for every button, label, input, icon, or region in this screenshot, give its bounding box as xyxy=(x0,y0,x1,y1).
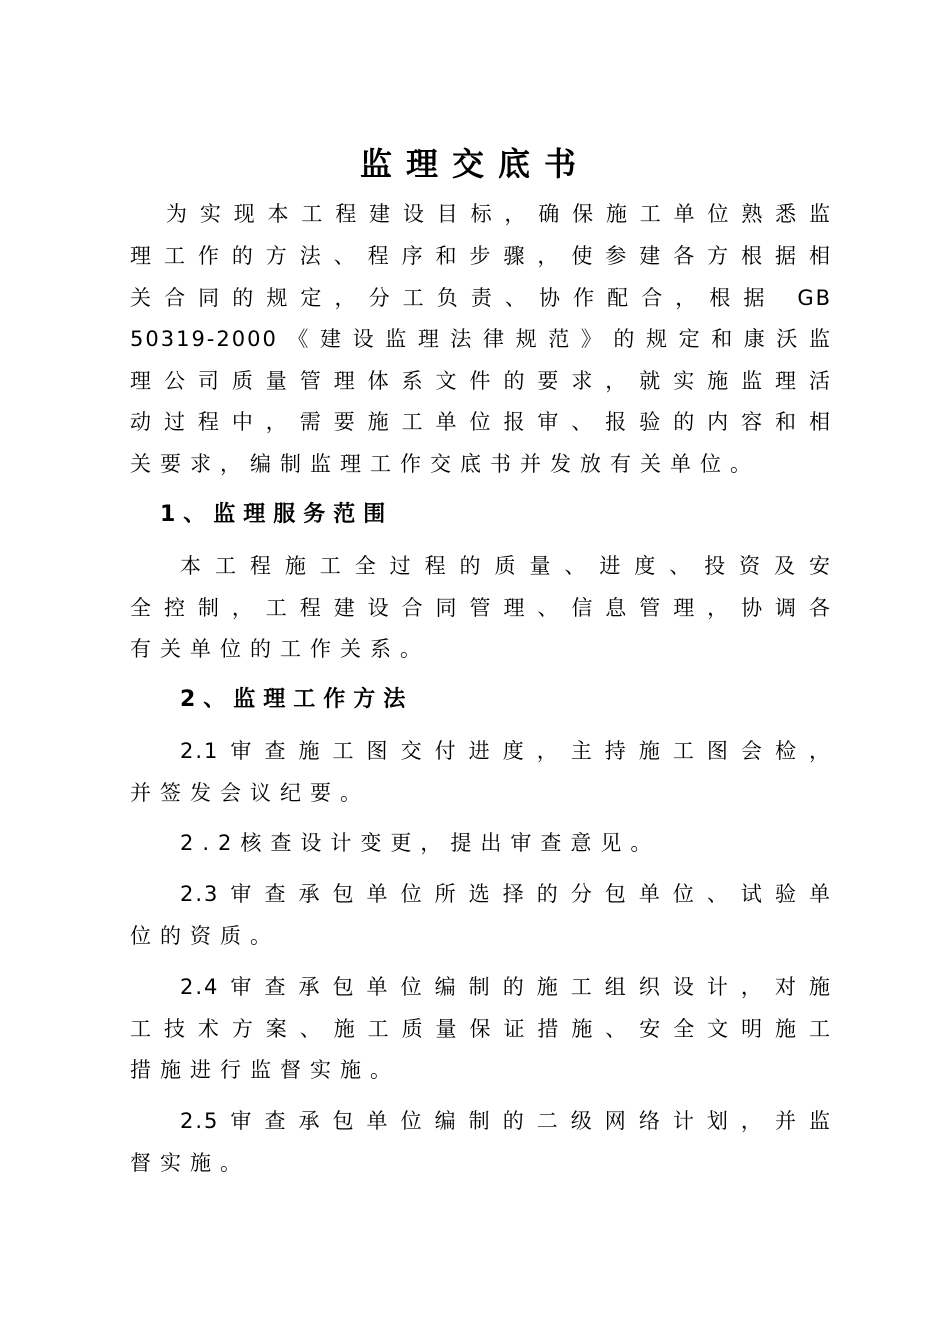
intro-line-3: 关合同的规定，分工负责、协作配合，根据 GB xyxy=(130,286,832,310)
section1-line-1: 本工程施工全过程的质量、进度、投资及安 xyxy=(180,554,832,578)
item-2-1-line-2: 并签发会议纪要。 xyxy=(130,781,370,805)
item-2-1-line-1: 2.1审查施工图交付进度，主持施工图会检， xyxy=(180,739,832,763)
section1-heading: 1、监理服务范围 xyxy=(160,502,394,527)
item-2-2-line-1: 2.2核查设计变更，提出审查意见。 xyxy=(180,831,661,855)
item-2-5-line-1: 2.5审查承包单位编制的二级网络计划，并监 xyxy=(180,1109,832,1133)
section1-line-2: 全控制，工程建设合同管理、信息管理，协调各 xyxy=(130,596,832,620)
item-2-3-line-2: 位的资质。 xyxy=(130,924,280,948)
intro-line-2: 理工作的方法、程序和步骤，使参建各方根据相 xyxy=(130,244,832,268)
section1-line-3: 有关单位的工作关系。 xyxy=(130,637,430,661)
section2-heading: 2、监理工作方法 xyxy=(180,687,414,712)
intro-line-4: 50319-2000《建设监理法律规范》的规定和康沃监 xyxy=(130,327,832,351)
item-2-4-line-2: 工技术方案、施工质量保证措施、安全文明施工 xyxy=(130,1017,832,1041)
item-2-3-line-1: 2.3审查承包单位所选择的分包单位、试验单 xyxy=(180,882,832,906)
intro-line-5: 理公司质量管理体系文件的要求，就实施监理活 xyxy=(130,369,832,393)
item-2-4-line-3: 措施进行监督实施。 xyxy=(130,1058,400,1082)
intro-line-7: 关要求，编制监理工作交底书并发放有关单位。 xyxy=(130,452,760,476)
item-2-5-line-2: 督实施。 xyxy=(130,1151,250,1175)
intro-line-1: 为实现本工程建设目标，确保施工单位熟悉监 xyxy=(166,202,832,226)
intro-line-6: 动过程中，需要施工单位报审、报验的内容和相 xyxy=(130,410,832,434)
document-title: 监理交底书 xyxy=(359,145,590,183)
item-2-4-line-1: 2.4审查承包单位编制的施工组织设计，对施 xyxy=(180,975,832,999)
